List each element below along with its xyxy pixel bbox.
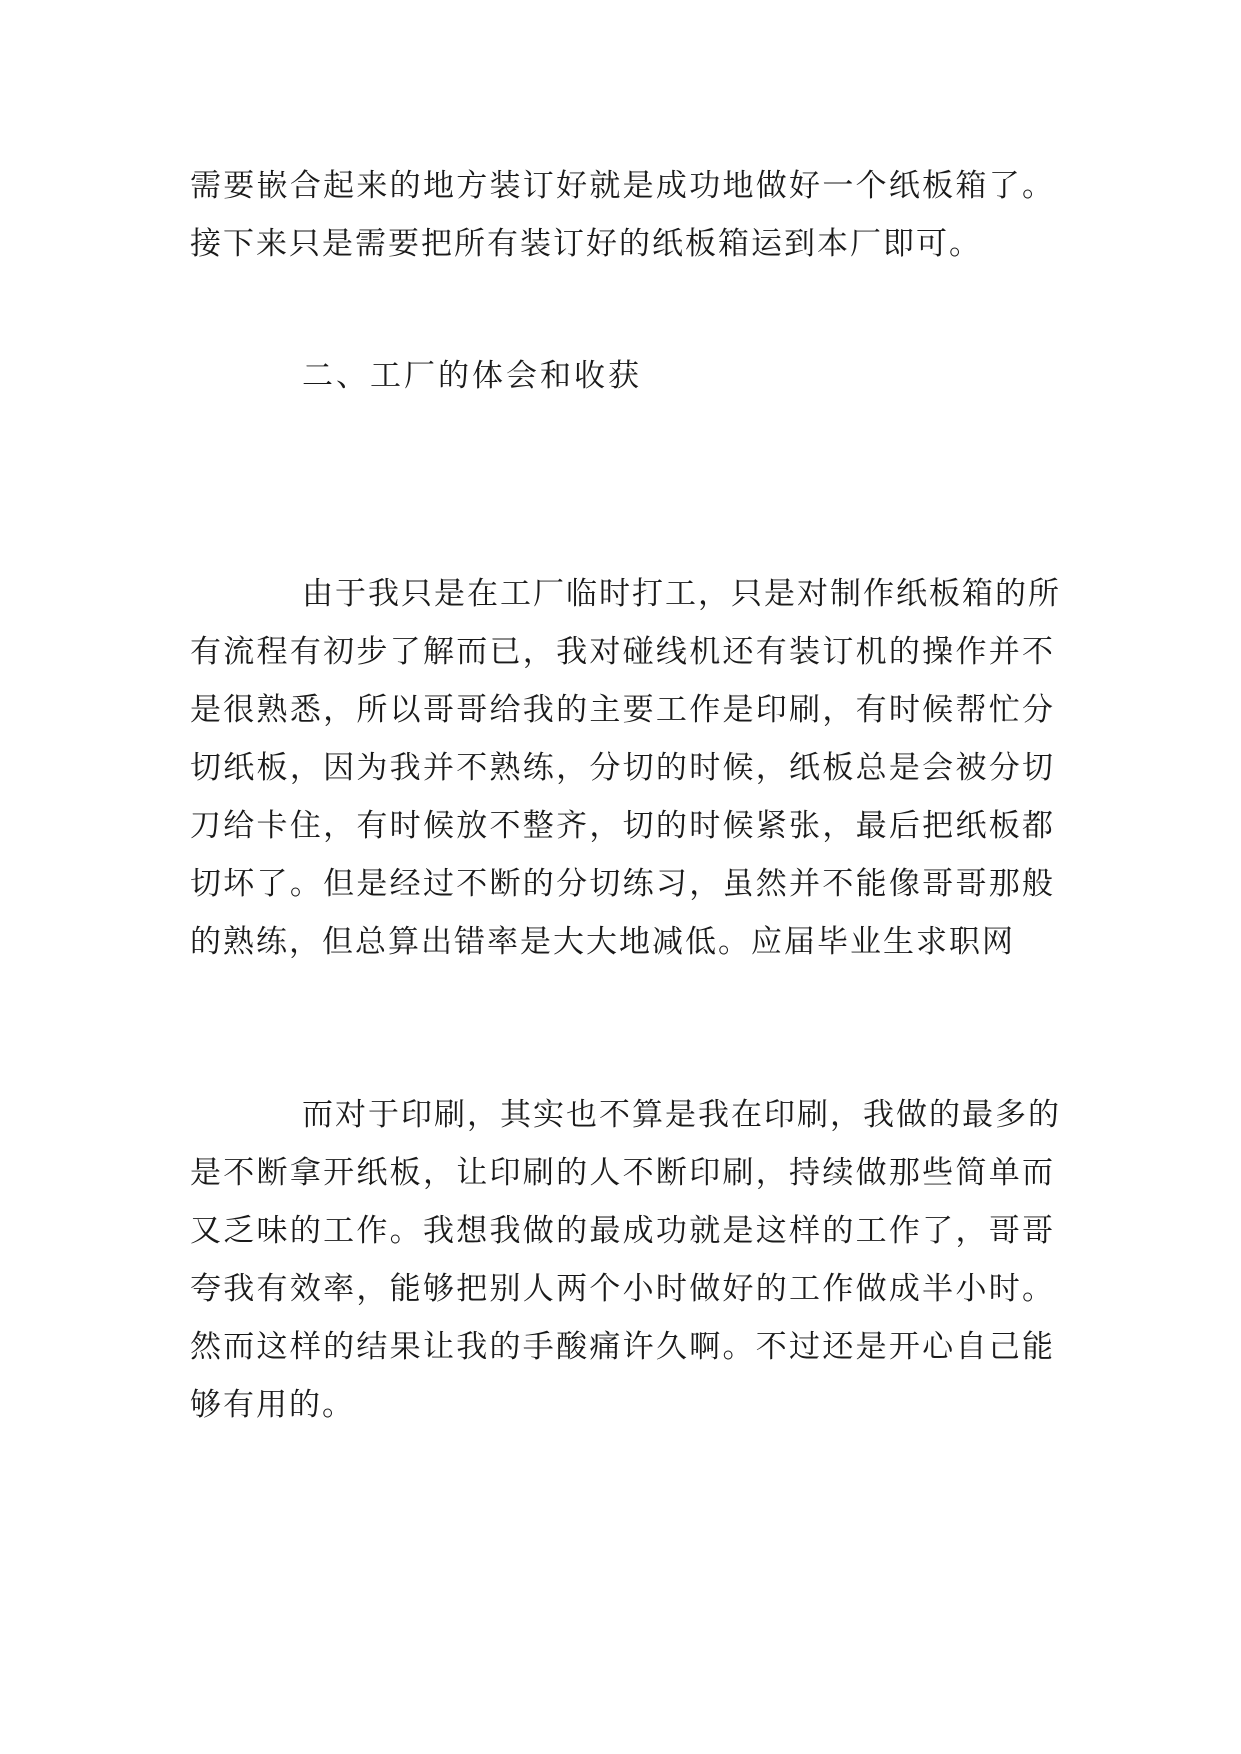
text-line: 是很熟悉，所以哥哥给我的主要工作是印刷，有时候帮忙分	[190, 692, 1055, 728]
text-line: 而对于印刷，其实也不算是我在印刷，我做的最多的	[302, 1097, 1061, 1133]
text-line: 然而这样的结果让我的手酸痛许久啊。不过还是开心自己能	[190, 1329, 1055, 1365]
text-line: 够有用的。	[190, 1387, 355, 1423]
text-line: 由于我只是在工厂临时打工，只是对制作纸板箱的所	[302, 576, 1061, 612]
text-line: 又乏味的工作。我想我做的最成功就是这样的工作了，哥哥	[190, 1213, 1055, 1249]
text-line: 接下来只是需要把所有装订好的纸板箱运到本厂即可。	[190, 226, 982, 262]
text-line: 刀给卡住，有时候放不整齐，切的时候紧张，最后把纸板都	[190, 808, 1055, 844]
text-line: 需要嵌合起来的地方装订好就是成功地做好一个纸板箱了。	[190, 168, 1055, 204]
text-line: 切坏了。但是经过不断的分切练习，虽然并不能像哥哥那般	[190, 866, 1055, 902]
text-line: 切纸板，因为我并不熟练，分切的时候，纸板总是会被分切	[190, 750, 1055, 786]
text-line: 有流程有初步了解而已，我对碰线机还有装订机的操作并不	[190, 634, 1055, 670]
text-line: 的熟练，但总算出错率是大大地减低。应届毕业生求职网	[190, 924, 1015, 960]
text-line: 夸我有效率，能够把别人两个小时做好的工作做成半小时。	[190, 1271, 1055, 1307]
text-line: 是不断拿开纸板，让印刷的人不断印刷，持续做那些简单而	[190, 1155, 1055, 1191]
section-heading: 二、工厂的体会和收获	[302, 358, 642, 394]
